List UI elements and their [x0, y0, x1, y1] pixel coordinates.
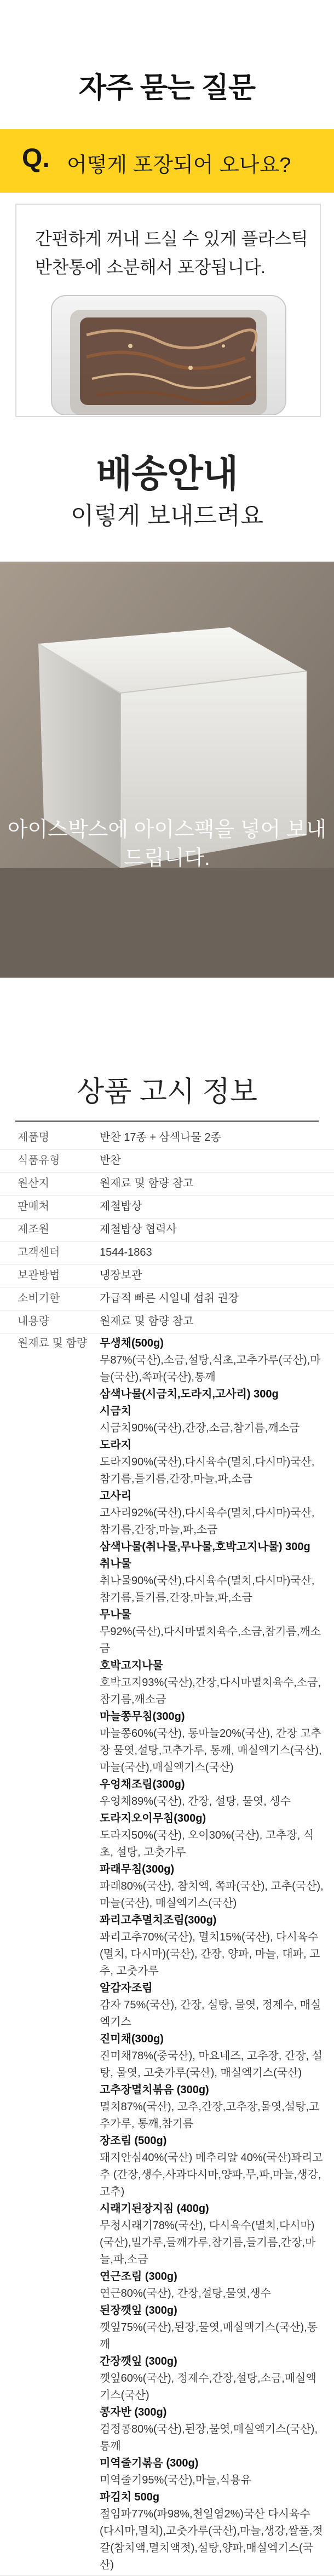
row-label: 원산지 [18, 1177, 49, 1189]
delivery-title: 배송안내 [96, 453, 238, 495]
row-label: 제조원 [18, 1223, 49, 1235]
table-row [0, 1287, 334, 1310]
ingredient-name: 우엉채조림(300g) [100, 1778, 185, 1791]
ingredient-name: 진미채(300g) [100, 2033, 164, 2045]
ingredient-detail: 절임파77%(파98%,천일염2%)국산 다시육수(다시마,멸치),고춧가루(국산),마늘,생강,쌀풀,젓갈(참치액,멸치액젓),설탕,양파,매실엑기스(국산) [100, 2508, 323, 2571]
faq-title: 자주 묻는 질문 [78, 72, 256, 104]
row-label: 식품유형 [18, 1154, 60, 1166]
ingredient-name: 마늘쫑무침(300g) [100, 1711, 185, 1723]
row-value: 제철밥상 [100, 1200, 142, 1212]
ingredient-detail: 도라지50%(국산), 오이30%(국산), 고추장, 식초, 설탕, 고춧가루 [100, 1829, 314, 1858]
ingredient-name: 무나물 [100, 1609, 131, 1621]
notice-title: 상품 고시 정보 [76, 1076, 258, 1108]
ingredient-name: 미역줄기볶음 (300g) [100, 2457, 199, 2469]
table-row [0, 1173, 334, 1195]
ingredient-detail: 진미채78%(중국산), 마요네즈, 고추장, 간장, 설탕, 물엿, 고춧가루(국산), 매실엑기스(국산) [100, 2050, 323, 2079]
notice-table [0, 1127, 334, 2576]
ingredient-detail: 고사리92%(국산),다시육수(멸치,다시마)국산, 참기름,간장,마늘,파,소금 [100, 1507, 315, 1536]
ingredient-name: 알감자조림 [100, 1982, 153, 1994]
delivery-subtitle: 이렇게 보내드려요 [70, 503, 264, 529]
row-value: 원재료 및 함량 참고 [100, 1315, 194, 1327]
ingredient-detail: 멸치87%(국산), 고추,간장,고추장,물엿,설탕,고추가루, 통깨,참기름 [100, 2101, 320, 2130]
ingredient-detail: 미역줄기95%(국산),마늘,식용유 [100, 2474, 251, 2486]
ingredient-detail: 깻잎60%(국산), 정제수,간장,설탕,소금,매실액기스(국산) [100, 2372, 316, 2401]
ingredient-detail: 검정콩80%(국산),된장,물엿,매실액기스(국산),통깨 [100, 2423, 318, 2452]
ingredient-name: 취나물 [100, 1558, 131, 1570]
ingredient-detail: 시금치90%(국산),간장,소금,참기름,깨소금 [100, 1422, 300, 1434]
ingredient-name: 삼색나물(시금치,도라지,고사리) 300g [100, 1388, 279, 1400]
table-row [0, 1195, 334, 1218]
icebox-photo [0, 562, 334, 978]
ingredient-name: 콩자반 (300g) [100, 2406, 167, 2418]
delivery-caption: 아이스박스에 아이스팩을 넣어 보내드립니다. [7, 818, 327, 870]
table-row [0, 1333, 334, 2576]
row-label: 판매처 [18, 1200, 49, 1212]
ingredient-detail: 연근80%(국산), 간장,설탕,물엿,생수 [100, 2288, 271, 2300]
row-label: 고객센터 [18, 1246, 60, 1258]
ingredient-name: 장조림 (500g) [100, 2135, 167, 2147]
ingredient-detail: 취나물90%(국산),다시육수(멸치,다시마)국산,참기름,들기름,간장,마늘,파,소금 [100, 1575, 315, 1604]
ingredient-name: 고추장멸치볶음 (300g) [100, 2084, 209, 2096]
table-row [0, 1241, 334, 1264]
row-value: 반찬 17종 + 삼색나물 2종 [100, 1131, 221, 1143]
ingredient-detail: 무87%(국산),소금,설탕,식초,고추가루(국산),마늘(국산),쪽파(국산),통깨 [100, 1354, 321, 1383]
ingredient-detail: 돼지안심40%(국산) 메추리알 40%(국산)꽈리고추 (간장,생수,사과다시마,양파,무,파,마늘,생강,고추) [100, 2152, 323, 2198]
ingredients-list [100, 1333, 324, 2575]
row-value: 제철밥상 협력사 [100, 1223, 177, 1235]
row-value: 1544-1863 [100, 1246, 152, 1258]
question-bar [0, 129, 334, 193]
ingredient-detail: 깻잎75%(국산),된장,물엿,매실액기스(국산),통깨 [100, 2321, 318, 2350]
row-value: 가급적 빠른 시일내 섭취 권장 [100, 1292, 239, 1304]
table-row [0, 1310, 334, 1333]
row-value: 원재료 및 함량 참고 [100, 1177, 194, 1189]
ingredient-name: 도라지 [100, 1439, 131, 1451]
table-row [0, 1127, 334, 1150]
row-label: 원재료 및 함량 [18, 1337, 88, 1349]
ingredient-name: 시래기된장지짐 (400g) [100, 2203, 209, 2215]
ingredient-detail: 우엉채89%(국산), 간장, 설탕, 물엿, 생수 [100, 1795, 291, 1807]
ingredient-name: 고사리 [100, 1490, 131, 1502]
ingredient-name: 된장깻잎 (300g) [100, 2304, 177, 2317]
ingredient-detail: 감자 75%(국산), 간장, 설탕, 물엿, 정제수, 매실엑기스 [100, 1999, 321, 2028]
row-label: 보관방법 [18, 1269, 60, 1281]
ingredient-detail: 호박고지93%(국산),간장,다시마멸치육수,소금,참기름,깨소금 [100, 1677, 321, 1706]
icebox-icon [0, 562, 334, 978]
ingredient-name: 꽈리고추멸치조림(300g) [100, 1914, 217, 1926]
row-value: 냉장보관 [100, 1269, 142, 1281]
table-row [0, 1150, 334, 1173]
answer-text: 간편하게 꺼내 드실 수 있게 플라스틱 반찬통에 소분해서 포장됩니다. [35, 229, 308, 277]
plastic-container-icon [48, 291, 289, 415]
ingredient-name: 시금치 [100, 1405, 131, 1417]
ingredient-detail: 무청시래기78%(국산), 다시육수(멸치,다시마)(국산),밀가루,들깨가루,참기름,들기름,간장,마늘,파,소금 [100, 2220, 316, 2266]
ingredient-name: 간장깻잎 (300g) [100, 2355, 177, 2367]
ingredient-detail: 마늘쫑60%(국산), 통마늘20%(국산), 간장 고추장 물엿,설탕,고추가루, 통깨, 매실엑기스(국산), 마늘(국산),매실엑기스(국산) [100, 1728, 322, 1774]
ingredient-name: 파래무침(300g) [100, 1863, 175, 1875]
table-row [0, 1264, 334, 1287]
ingredient-name: 도라지오이무침(300g) [100, 1812, 206, 1824]
row-value: 반찬 [100, 1154, 121, 1166]
ingredient-detail: 파래80%(국산), 참치액, 쪽파(국산), 고추(국산),마늘(국산), 매실엑기스(국산) [100, 1880, 324, 1909]
ingredient-detail: 꽈리고추70%(국산), 멸치15%(국산), 다시육수(멸치, 다시마)(국산), 간장, 양파, 마늘, 대파, 고추, 고춧가루 [100, 1931, 320, 1977]
table-row [0, 1218, 334, 1241]
row-label: 내용량 [18, 1315, 49, 1327]
ingredient-name: 무생채(500g) [100, 1337, 164, 1349]
question-text: 어떻게 포장되어 오나요? [67, 154, 291, 177]
ingredient-name: 호박고지나물 [100, 1660, 163, 1672]
row-label: 소비기한 [18, 1292, 60, 1304]
ingredient-detail: 도라지90%(국산),다시육수(멸치,다시마)국산, 참기름,들기름,간장,마늘,파,소금 [100, 1456, 315, 1485]
ingredient-name: 파김치 500g [100, 2491, 160, 2503]
divider [15, 1120, 319, 1122]
ingredient-name: 삼색나물(취나물,무나물,호박고지나물) 300g [100, 1541, 310, 1553]
q-mark: Q. [22, 144, 50, 173]
ingredient-name: 연근조림 (300g) [100, 2271, 177, 2283]
ingredient-detail: 무92%(국산),다시마멸치육수,소금,참기름,깨소금 [100, 1626, 321, 1655]
row-label: 제품명 [18, 1131, 49, 1143]
